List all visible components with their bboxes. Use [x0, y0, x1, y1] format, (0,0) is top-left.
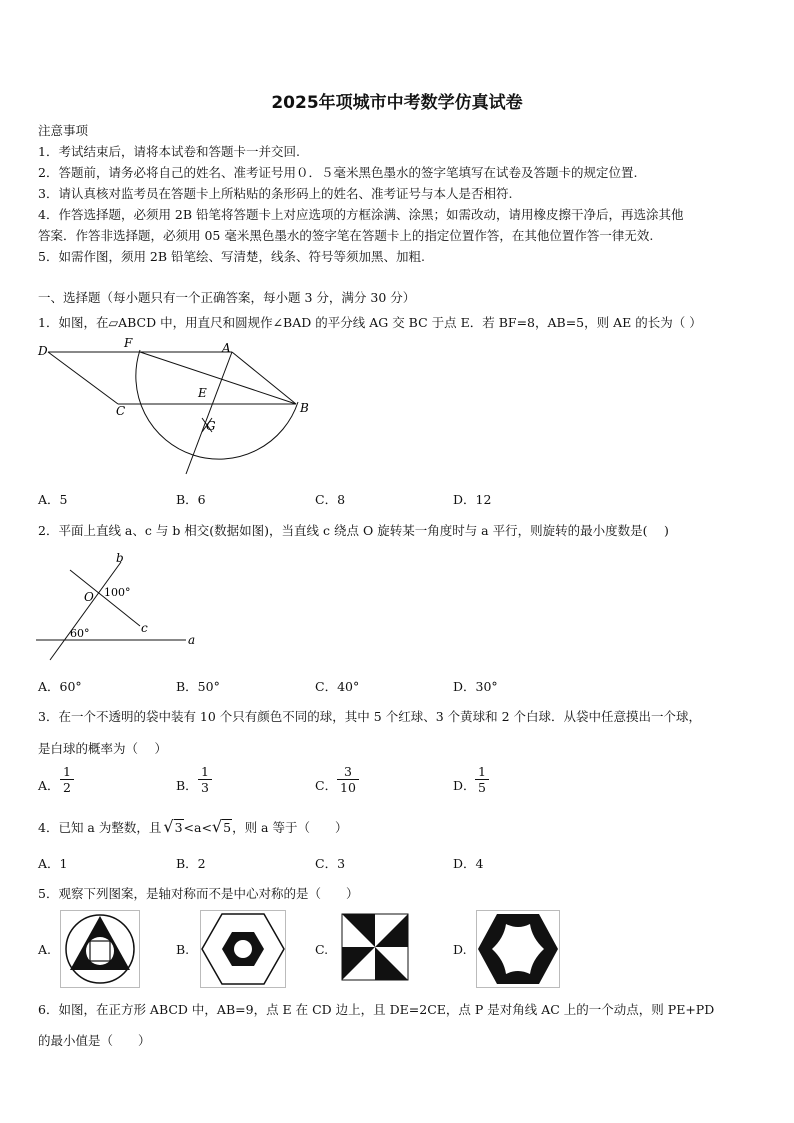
- question-6-text-cont: 的最小值是（ ）: [38, 1033, 151, 1048]
- sqrt-sign-1: √: [163, 817, 174, 836]
- notice-item: 3．请认真核对监考员在答题卡上所粘贴的条形码上的姓名、准考证号与本人是否相符.: [38, 186, 513, 201]
- q4-prefix: 4．已知 a 为整数，且: [38, 820, 162, 835]
- denominator: 3: [198, 779, 212, 795]
- label-b: B: [300, 401, 309, 415]
- option-a: A．1: [38, 856, 68, 871]
- label-a: A: [222, 341, 231, 355]
- label-o: O: [84, 590, 94, 604]
- option-c: C．3: [315, 856, 346, 871]
- pattern-d-icon: [476, 910, 560, 988]
- option-d: D．30°: [453, 679, 498, 694]
- q4-mid: <a<: [183, 820, 212, 835]
- numerator: 1: [201, 764, 209, 779]
- question-3-text-cont: 是白球的概率为（ ）: [38, 741, 167, 756]
- pattern-a-icon: [60, 910, 140, 988]
- question-3-text: 3．在一个不透明的袋中装有 10 个只有颜色不同的球，其中 5 个红球、3 个黄球和 2 个白球．从袋中任意摸出一个球，: [38, 709, 702, 724]
- notice-item: 2．答题前，请务必将自己的姓名、准考证号用０．５毫米黑色墨水的签字笔填写在试卷及答题卡的规定位置.: [38, 165, 638, 180]
- option-b: B．2: [176, 856, 206, 871]
- denominator: 10: [337, 779, 359, 795]
- option-a-label: A．: [38, 778, 60, 793]
- label-b: b: [116, 551, 124, 565]
- option-b: B．50°: [176, 679, 220, 694]
- option-c-label: C．: [315, 778, 338, 793]
- notice-item: 5．如需作图，须用 2B 铅笔绘、写清楚，线条、符号等须加黑、加粗.: [38, 249, 426, 264]
- label-a: a: [188, 633, 196, 647]
- option-d-label: D．: [453, 778, 476, 793]
- angle-60: 60°: [70, 627, 90, 640]
- option-c: C．40°: [315, 679, 360, 694]
- q4-suffix: ，则 a 等于（ ）: [232, 820, 348, 835]
- radicand-1: 3: [174, 820, 183, 835]
- option-c: C．8: [315, 492, 346, 507]
- option-d: D．12: [453, 492, 492, 507]
- pattern-c-icon: [340, 912, 410, 982]
- label-e: E: [198, 386, 207, 400]
- option-d-fraction: [475, 764, 489, 795]
- option-b-fraction: [198, 764, 212, 795]
- parallelogram-figure: [36, 336, 316, 478]
- notice-item: 1．考试结束后，请将本试卷和答题卡一并交回.: [38, 144, 300, 159]
- label-d: D: [38, 344, 48, 358]
- option-d-label: D.: [453, 942, 467, 957]
- option-d: D．4: [453, 856, 484, 871]
- denominator: 5: [475, 779, 489, 795]
- section-heading: 一、选择题（每小题只有一个正确答案，每小题 3 分，满分 30 分）: [38, 290, 416, 305]
- option-a-fraction: [60, 764, 74, 795]
- option-b-label: B.: [176, 942, 190, 957]
- lines-figure: [36, 548, 206, 666]
- label-f: F: [124, 336, 133, 350]
- label-c: C: [116, 404, 126, 418]
- question-5-text: 5．观察下列图案，是轴对称而不是中心对称的是（ ）: [38, 886, 359, 901]
- notice-heading: 注意事项: [38, 123, 89, 138]
- pattern-b-icon: [200, 910, 286, 988]
- angle-100: 100°: [104, 586, 131, 599]
- numerator: 1: [478, 764, 486, 779]
- radicand-2: 5: [223, 820, 232, 835]
- page-title: 2025年项城市中考数学仿真试卷: [271, 93, 523, 113]
- question-1-text: 1．如图，在▱ABCD 中，用直尺和圆规作∠BAD 的平分线 AG 交 BC 于点 E．若 BF=8，AB=5，则 AE 的长为（ ）: [38, 315, 702, 330]
- notice-item: 答案．作答非选择题，必须用 05 毫米黑色墨水的签字笔在答题卡上的指定位置作答，在其他位置作答一律无效.: [38, 228, 654, 243]
- label-c: c: [141, 621, 148, 635]
- option-a: A．60°: [38, 679, 82, 694]
- sqrt-sign-2: √: [211, 817, 223, 836]
- option-c-fraction: [337, 764, 359, 795]
- question-6-text: 6．如图，在正方形 ABCD 中，AB=9，点 E 在 CD 边上，且 DE=2CE，点 P 是对角线 AC 上的一个动点，则 PE+PD: [38, 1002, 715, 1017]
- option-a-label: A.: [38, 942, 52, 957]
- option-a: A．5: [38, 492, 68, 507]
- notice-item: 4．作答选择题，必须用 2B 铅笔将答题卡上对应选项的方框涂满、涂黑；如需改动，请用橡皮擦干净后，再选涂其他: [38, 207, 684, 222]
- denominator: 2: [60, 779, 74, 795]
- question-2-text: 2．平面上直线 a、c 与 b 相交(数据如图)，当直线 c 绕点 O 旋转某一角度时与 a 平行，则旋转的最小度数是( ): [38, 523, 669, 538]
- option-b-label: B．: [176, 778, 198, 793]
- numerator: 3: [343, 764, 352, 779]
- option-b: B．6: [176, 492, 206, 507]
- numerator: 1: [63, 764, 71, 779]
- option-c-label: C.: [315, 942, 329, 957]
- question-4-text: [38, 817, 347, 836]
- label-g: G: [206, 419, 216, 433]
